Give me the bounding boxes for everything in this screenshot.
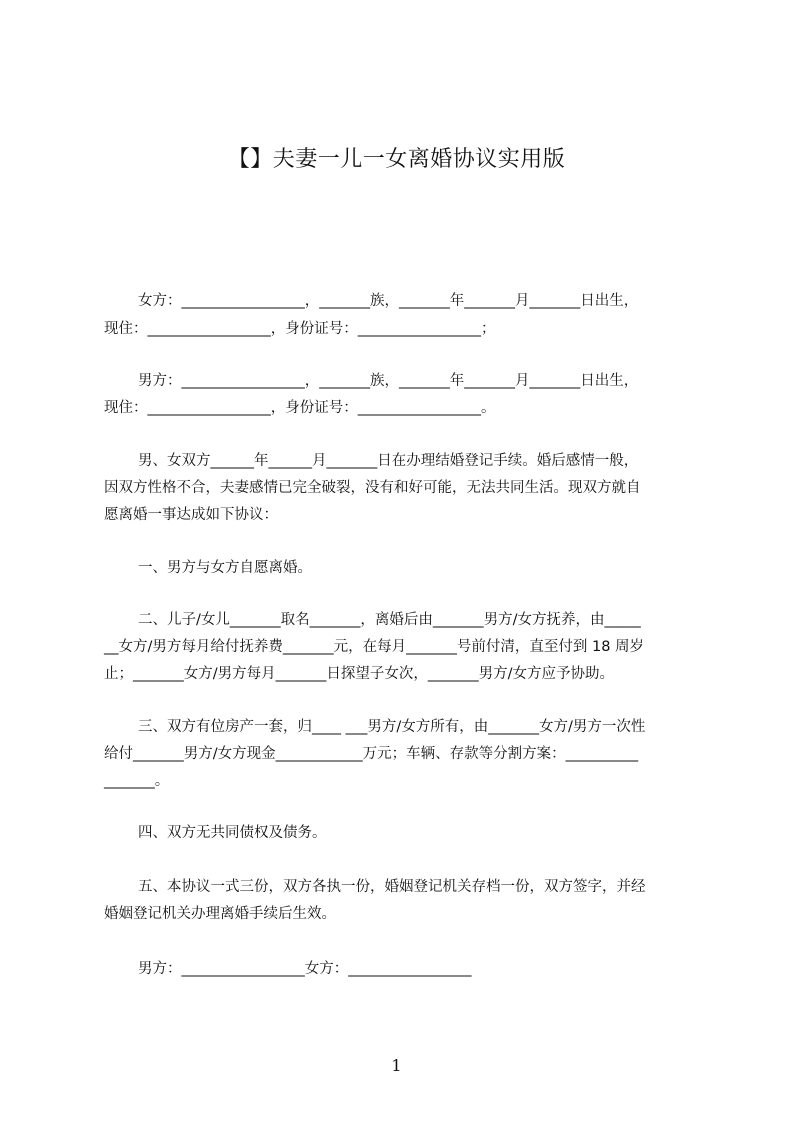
page-number: 1 (391, 1056, 402, 1075)
preamble-line-1: 男、女双方______年______月_______日在办理结婚登记手续。婚后感情一般， (138, 453, 639, 469)
clause-4: 四、双方无共同债权及债务。 (138, 825, 327, 841)
female-address-line: 现住：_________________，身份证号：_________________； (104, 321, 496, 337)
female-party-line: 女方：_________________，_______族，_______年_______月_______日出生， (138, 293, 639, 309)
clause-2-line-3: 止；_______女方/男方每月_______日探望子女次，_______男方/女方应予协助。 (104, 666, 615, 682)
clause-2-line-1: 二、儿子/女儿_______取名_______，离婚后由_______男方/女方抚养，由_____ (138, 612, 641, 628)
preamble-line-3: 愿离婚一事达成如下协议： (104, 507, 278, 523)
clause-3-line-3: _______。 (104, 773, 170, 789)
male-party-line: 男方：_________________，_______族，_______年_______月_______日出生， (138, 373, 639, 389)
male-address-line: 现住：_________________，身份证号：_________________。 (104, 400, 496, 416)
clause-1: 一、男方与女方自愿离婚。 (138, 560, 312, 576)
document-title: 【】夫妻一儿一女离婚协议实用版 (227, 147, 566, 172)
clause-3-line-2: 给付_______男方/女方现金____________万元；车辆、存款等分割方案：__________ (104, 746, 639, 762)
clause-5-line-2: 婚姻登记机关办理离婚手续后生效。 (104, 906, 336, 922)
clause-3-line-1: 三、双方有位房产一套，归____ ___男方/女方所有，由_______女方/男方一次性 (138, 719, 646, 735)
clause-2-line-2: __女方/男方每月给付抚养费_______元，在每月_______号前付清，直至付到 18 周岁 (104, 639, 645, 655)
preamble-line-2: 因双方性格不合，夫妻感情已完全破裂，没有和好可能，无法共同生活。现双方就自 (104, 480, 641, 496)
clause-5-line-1: 五、本协议一式三份，双方各执一份，婚姻登记机关存档一份，双方签字，并经 (138, 879, 646, 895)
signature-line: 男方：_________________女方：_________________ (138, 961, 472, 977)
